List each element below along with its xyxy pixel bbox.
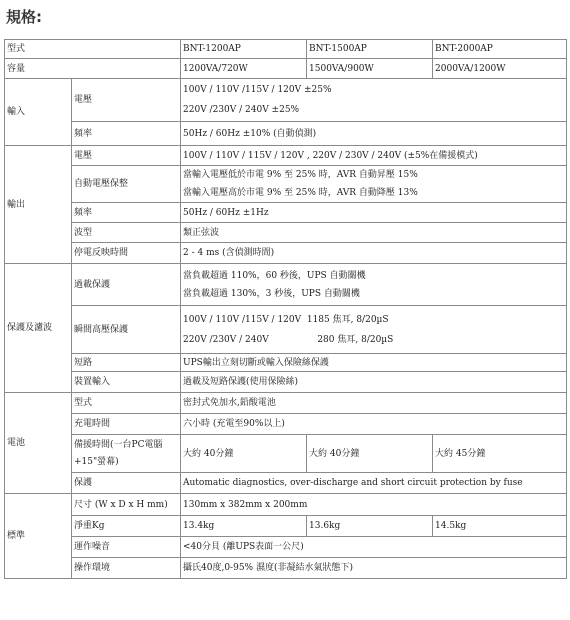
table-row <box>5 146 567 166</box>
input-group-label: 輸入 <box>5 79 72 146</box>
table-row <box>5 40 567 59</box>
spec-table <box>4 39 567 579</box>
overload-line-1: 當負載超過 110%，60 秒後，UPS 自動關機 <box>183 270 366 281</box>
battery-group-label: 電池 <box>5 393 72 494</box>
table-row <box>5 223 567 243</box>
input-voltage-line-2: 220V /230V / 240V ±25% <box>183 105 300 115</box>
weight-value-2: 13.6kg <box>307 516 433 537</box>
table-row <box>5 243 567 264</box>
backup-time-value-1: 大約 40分鐘 <box>181 435 307 473</box>
surge-label: 瞬間高壓保護 <box>72 306 181 354</box>
environment-value: 攝氏40度,0-95% 濕度(非凝結水氣狀態下) <box>181 558 567 579</box>
capacity-value-1: 1200VA/720W <box>181 59 307 79</box>
input-freq-value: 50Hz / 60Hz ±10% (自動偵測) <box>181 122 567 146</box>
surge-line-2: 220V /230V / 240V 280 焦耳, 8/20µS <box>183 334 394 345</box>
output-avr-line-1: 當輸入電壓低於市電 9% 至 25% 時，AVR 自動昇壓 15% <box>183 170 418 180</box>
table-row <box>5 537 567 558</box>
table-row <box>5 306 567 354</box>
input-voltage-line-1: 100V / 110V /115V / 120V ±25% <box>183 85 332 95</box>
output-voltage-label: 電壓 <box>72 146 181 166</box>
standard-group-label: 標準 <box>5 494 72 579</box>
backup-time-value-2: 大約 40分鐘 <box>307 435 433 473</box>
model-value-3: BNT-2000AP <box>433 40 567 59</box>
output-avr-line-2: 當輸入電壓高於市電 9% 至 25% 時，AVR 自動降壓 13% <box>183 188 418 198</box>
weight-label: 淨重Kg <box>72 516 181 537</box>
battery-protect-value: Automatic diagnostics, over-discharge and short circuit protection by fuse <box>181 473 567 494</box>
table-row <box>5 393 567 414</box>
backup-time-label <box>72 435 181 473</box>
model-value-1: BNT-1200AP <box>181 40 307 59</box>
table-row <box>5 264 567 306</box>
short-circuit-label: 短路 <box>72 354 181 372</box>
table-row <box>5 414 567 435</box>
overload-value <box>181 264 567 306</box>
backup-time-value-3: 大約 45分鐘 <box>433 435 567 473</box>
capacity-label: 容量 <box>5 59 181 79</box>
battery-protect-label: 保護 <box>72 473 181 494</box>
backup-time-label-line-2: +15"螢幕) <box>74 457 119 467</box>
battery-type-value: 密封式免加水,鉛酸電池 <box>181 393 567 414</box>
output-avr-value <box>181 166 567 203</box>
output-group-label: 輸出 <box>5 146 72 264</box>
table-row <box>5 79 567 122</box>
table-row <box>5 354 567 372</box>
surge-line-1: 100V / 110V /115V / 120V 1185 焦耳, 8/20µS <box>183 314 389 325</box>
battery-type-label: 型式 <box>72 393 181 414</box>
device-input-label: 裝置輸入 <box>72 372 181 393</box>
protection-group-label: 保護及濾波 <box>5 264 72 393</box>
output-voltage-value: 100V / 110V / 115V / 120V , 220V / 230V / 240V (±5%在備援模式) <box>181 146 567 166</box>
output-avr-label: 自動電壓保整 <box>72 166 181 203</box>
input-voltage-label: 電壓 <box>72 79 181 122</box>
backup-time-label-line-1: 備援時間(一台PC電腦 <box>74 440 163 450</box>
weight-value-1: 13.4kg <box>181 516 307 537</box>
output-wave-label: 波型 <box>72 223 181 243</box>
model-label: 型式 <box>5 40 181 59</box>
short-circuit-value: UPS輸出立刻切斷或輸入保險絲保護 <box>181 354 567 372</box>
size-label: 尺寸 (W x D x H mm) <box>72 494 181 516</box>
table-row <box>5 494 567 516</box>
table-row <box>5 166 567 203</box>
table-row <box>5 473 567 494</box>
environment-label: 操作環境 <box>72 558 181 579</box>
table-row <box>5 558 567 579</box>
surge-value <box>181 306 567 354</box>
output-transfer-value: 2 - 4 ms (含偵測時間) <box>181 243 567 264</box>
size-value: 130mm x 382mm x 200mm <box>181 494 567 516</box>
output-freq-value: 50Hz / 60Hz ±1Hz <box>181 203 567 223</box>
noise-value: <40分貝 (離UPS表面一公尺) <box>181 537 567 558</box>
charge-time-label: 充電時間 <box>72 414 181 435</box>
table-row <box>5 435 567 473</box>
table-row <box>5 372 567 393</box>
device-input-value: 過載及短路保護(使用保險絲) <box>181 372 567 393</box>
output-wave-value: 類正弦波 <box>181 223 567 243</box>
page-heading: 規格: <box>6 8 42 26</box>
charge-time-value: 六小時 (充電至90%以上) <box>181 414 567 435</box>
table-row <box>5 203 567 223</box>
weight-value-3: 14.5kg <box>433 516 567 537</box>
overload-line-2: 當負載超過 130%，3 秒後，UPS 自動關機 <box>183 288 360 299</box>
noise-label: 運作噪音 <box>72 537 181 558</box>
table-row <box>5 122 567 146</box>
input-freq-label: 頻率 <box>72 122 181 146</box>
output-transfer-label: 停電反映時間 <box>72 243 181 264</box>
table-row <box>5 516 567 537</box>
capacity-value-3: 2000VA/1200W <box>433 59 567 79</box>
overload-label: 過載保護 <box>72 264 181 306</box>
table-row <box>5 59 567 79</box>
output-freq-label: 頻率 <box>72 203 181 223</box>
model-value-2: BNT-1500AP <box>307 40 433 59</box>
input-voltage-value <box>181 79 567 122</box>
capacity-value-2: 1500VA/900W <box>307 59 433 79</box>
